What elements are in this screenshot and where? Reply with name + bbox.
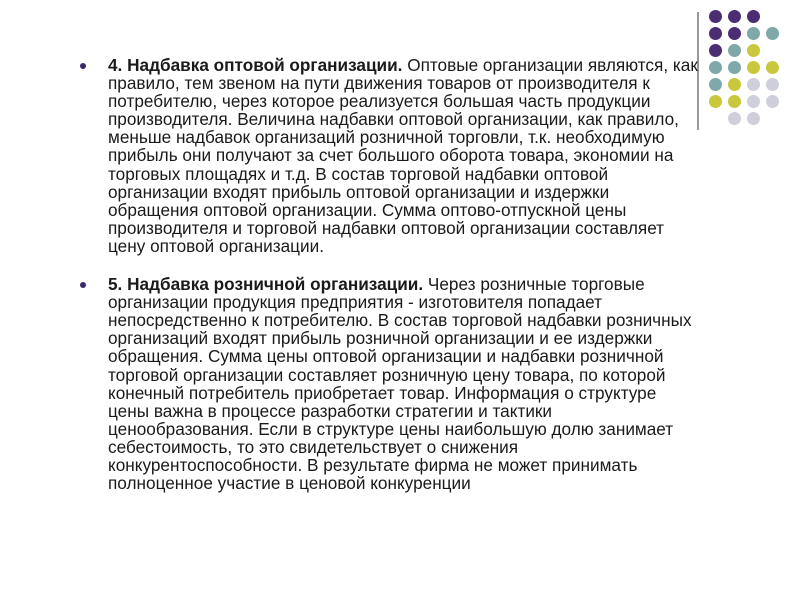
bullet-icon [80, 282, 86, 288]
decor-dot [747, 112, 760, 125]
decor-dot [747, 27, 760, 40]
decor-dot [728, 44, 741, 57]
item-title: 4. Надбавка оптовой организации. [108, 55, 408, 75]
decor-dot [709, 112, 722, 125]
decor-dot [766, 61, 779, 74]
dot-grid-decoration [709, 10, 795, 125]
slide-content [80, 56, 700, 512]
bullet-icon [80, 63, 86, 69]
decor-dot [728, 112, 741, 125]
decor-dot [709, 44, 722, 57]
item-title: 5. Надбавка розничной организации. [108, 274, 428, 295]
decor-dot [728, 10, 741, 23]
decor-dot [709, 27, 722, 40]
decor-dot [766, 44, 779, 57]
decor-dot [747, 44, 760, 57]
decor-dot [766, 95, 779, 108]
decor-dot [709, 78, 722, 91]
decor-dot [728, 27, 741, 40]
decor-dot [747, 78, 760, 91]
decor-dot [766, 112, 779, 125]
item-text: Оптовые организации являются, как правило, тем звеном на пути движения товаров от производителя к потребителю, через которое реализуется большая часть продукции производителя. Величина надбавки оптовой организации, как правило, меньше надбавок организаций розничной торговли, т.к. необходимую прибыль они получают за счет большого оборота товара, экономии на торговых площадях и т.д. В состав торговой надбавки оптовой организации входят прибыль оптовой организации и издержки обращения оптовой организации. Сумма оптово-отпускной цены производителя и торговой надбавки оптовой организации составляет цену оптовой организации. [108, 55, 698, 256]
decor-dot [728, 61, 741, 74]
decor-dot [728, 95, 741, 108]
decor-dot [766, 27, 779, 40]
decor-dot [709, 10, 722, 23]
decor-dot [747, 95, 760, 108]
decor-dot [766, 10, 779, 23]
item-text: Через розничные торговые организации продукция предприятия - изготовителя попадает непосредственно к потребителю. В состав торговой надбавки розничных организаций входят прибыль розничной организации и ее издержки обращения. Сумма цены оптовой организации и надбавки розничной торговой организации составляет розничную цену товара, по которой конечный потребитель приобретает товар. Информация о структуре цены важна в процессе разработки стратегии и тактики ценообразования. Если в структуре цены наибольшую долю занимает себестоимость, то это свидетельствует о снижения конкурентоспособности. В результате фирма не может принимать полноценное участие в ценовой конкуренции [108, 274, 692, 494]
decor-dot [728, 78, 741, 91]
list-item [80, 56, 700, 255]
decor-dot [747, 61, 760, 74]
decor-dot [766, 78, 779, 91]
decor-dot [709, 95, 722, 108]
decor-dot [747, 10, 760, 23]
decor-dot [709, 61, 722, 74]
list-item [80, 275, 700, 492]
